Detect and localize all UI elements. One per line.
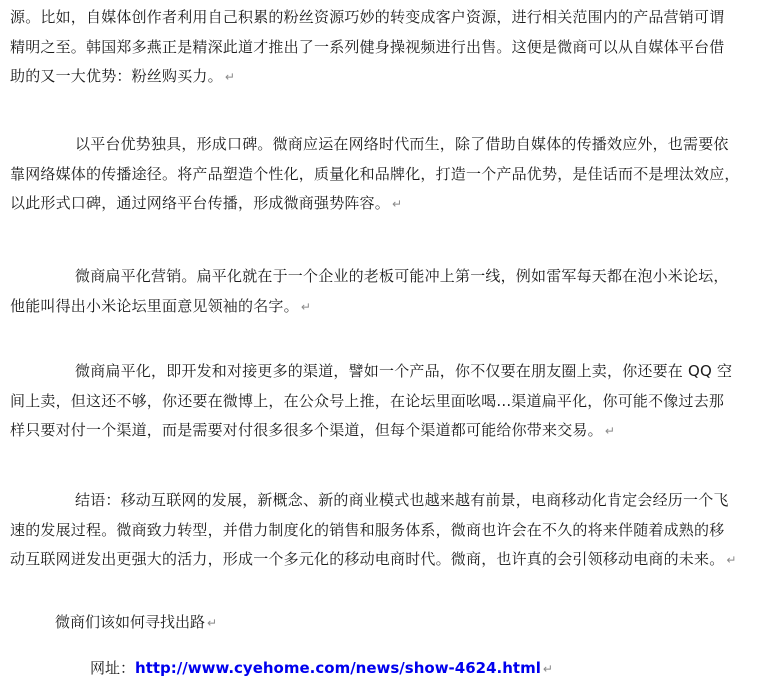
paragraph-mark-icon: ↵ [300, 299, 312, 314]
paragraph-text: 动互联网迸发出更强大的活力，形成一个多元化的移动电商时代。微商，也许真的会引领移动电商的未来。 [10, 550, 725, 568]
paragraph-text: 助的又一大优势：粉丝购买力。 [10, 67, 223, 85]
paragraph-line: 结语：移动互联网的发展，新概念、新的商业模式也越来越有前景，电商移动化肯定会经历一个飞 [75, 491, 729, 509]
paragraph-text: 他能叫得出小米论坛里面意见领袖的名字。 [10, 296, 299, 315]
url-label: 网址： [90, 659, 136, 677]
paragraph-line [10, 62, 768, 93]
paragraph-line: 靠网络媒体的传播途径。将产品塑造个性化，质量化和品牌化，打造一个产品优势，是佳话而不是埋汰效应， [10, 164, 740, 183]
section-heading [55, 610, 217, 635]
source-url-line [90, 656, 553, 681]
paragraph-line: 微商扁平化，即开发和对接更多的渠道，譬如一个产品，你不仅要在朋友圈上卖，你还要在 QQ 空 [75, 362, 733, 380]
paragraph-text: 以此形式口碑，通过网络平台传播，形成微商强势阵容。 [10, 194, 391, 212]
paragraph-line [10, 416, 768, 447]
paragraph-line: 源。比如，自媒体创作者利用自己积累的粉丝资源巧妙的转变成客户资源，进行相关范围内的产品营销可谓 [10, 8, 725, 26]
paragraph-fan-purchasing-power [10, 3, 768, 93]
paragraph-mark-icon: ↵ [207, 616, 218, 630]
paragraph-line [10, 189, 768, 220]
paragraph-line: 间上卖，但这还不够，你还要在微博上，在公众号上推，在论坛里面吆喝...渠道扁平化，你可能不像过去那 [10, 391, 725, 410]
paragraph-line [10, 545, 768, 576]
paragraph-mark-icon: ↵ [604, 424, 616, 438]
heading-text: 微商们该如何寻找出路 [55, 613, 206, 631]
paragraph-flat-marketing [10, 262, 768, 322]
source-url-link[interactable]: http://www.cyehome.com/news/show-4624.html [135, 659, 541, 677]
paragraph-conclusion [10, 486, 768, 576]
paragraph-mark-icon: ↵ [224, 70, 236, 84]
paragraph-line: 以平台优势独具，形成口碑。微商应运在网络时代而生，除了借助自媒体的传播效应外，也需要依 [75, 135, 729, 153]
paragraph-line [10, 292, 768, 323]
paragraph-mark-icon: ↵ [726, 553, 737, 567]
paragraph-line: 速的发展过程。微商致力转型，并借力制度化的销售和服务体系，微商也许会在不久的将来伴随着成熟的移 [10, 520, 725, 539]
paragraph-platform-reputation [10, 130, 768, 220]
paragraph-mark-icon: ↵ [542, 662, 553, 676]
paragraph-mark-icon: ↵ [392, 197, 403, 211]
paragraph-line: 微商扁平化营销。扁平化就在于一个企业的老板可能冲上第一线，例如雷军每天都在泡小米论坛， [75, 267, 729, 285]
paragraph-line: 精明之至。韩国郑多燕正是精深此道才推出了一系列健身操视频进行出售。这便是微商可以从自媒体平台借 [10, 37, 725, 56]
paragraph-flat-channels [10, 357, 768, 447]
paragraph-text: 样只要对付一个渠道，而是需要对付很多很多个渠道，但每个渠道都可能给你带来交易。 [10, 421, 603, 439]
